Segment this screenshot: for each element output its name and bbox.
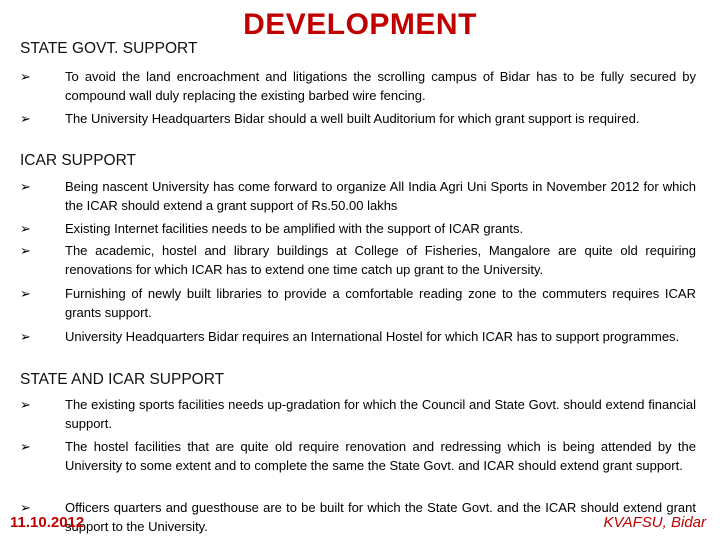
bullet-text: The existing sports facilities needs up-gradation for which the Council and State Govt. should extend financial support.	[65, 397, 696, 431]
section-heading-icar: ICAR SUPPORT	[20, 152, 136, 169]
page-title: DEVELOPMENT	[243, 8, 477, 41]
arrow-bullet-icon: ➢	[20, 69, 31, 84]
arrow-bullet-icon: ➢	[20, 179, 31, 194]
arrow-bullet-icon: ➢	[20, 500, 31, 515]
arrow-bullet-icon: ➢	[20, 397, 31, 412]
arrow-bullet-icon: ➢	[20, 329, 31, 344]
bullet-text: To avoid the land encroachment and litigations the scrolling campus of Bidar has to be fully secured by compound wall duly replacing the existing barbed wire fencing.	[65, 69, 696, 103]
arrow-bullet-icon: ➢	[20, 439, 31, 454]
bullet-text: The University Headquarters Bidar should a well built Auditorium for which grant support is required.	[65, 111, 640, 126]
bullet-text: Officers quarters and guesthouse are to be built for which the State Govt. and the ICAR should extend grant support to the University.	[65, 500, 696, 534]
arrow-bullet-icon: ➢	[20, 243, 31, 258]
arrow-bullet-icon: ➢	[20, 221, 31, 236]
bullet-text: Furnishing of newly built libraries to provide a comfortable reading zone to the commuters requires ICAR grants support.	[65, 286, 696, 320]
bullet-text: University Headquarters Bidar requires an International Hostel for which ICAR has to support programmes.	[65, 329, 680, 344]
section-heading-state-and-icar: STATE AND ICAR SUPPORT	[20, 371, 225, 388]
arrow-bullet-icon: ➢	[20, 286, 31, 301]
footer-date: 11.10.2012	[10, 514, 85, 531]
bullet-text: The academic, hostel and library buildings at College of Fisheries, Mangalore are quite old requiring renovations for which ICAR has to extend one time catch up grant to the University.	[65, 243, 696, 277]
bullet-text: Being nascent University has come forward to organize All India Agri Uni Sports in November 2012 for which the ICAR should extend a grant support of Rs.50.00 lakhs	[65, 179, 696, 213]
arrow-bullet-icon: ➢	[20, 111, 31, 126]
bullet-text: Existing Internet facilities needs to be amplified with the support of ICAR grants.	[65, 221, 524, 236]
footer-organization: KVAFSU, Bidar	[603, 514, 706, 531]
section-heading-state-govt: STATE GOVT. SUPPORT	[20, 40, 198, 57]
bullet-text: The hostel facilities that are quite old require renovation and redressing which is being attended by the University to some extent and to complete the same the State Govt. and ICAR should extend grant support.	[65, 439, 696, 473]
